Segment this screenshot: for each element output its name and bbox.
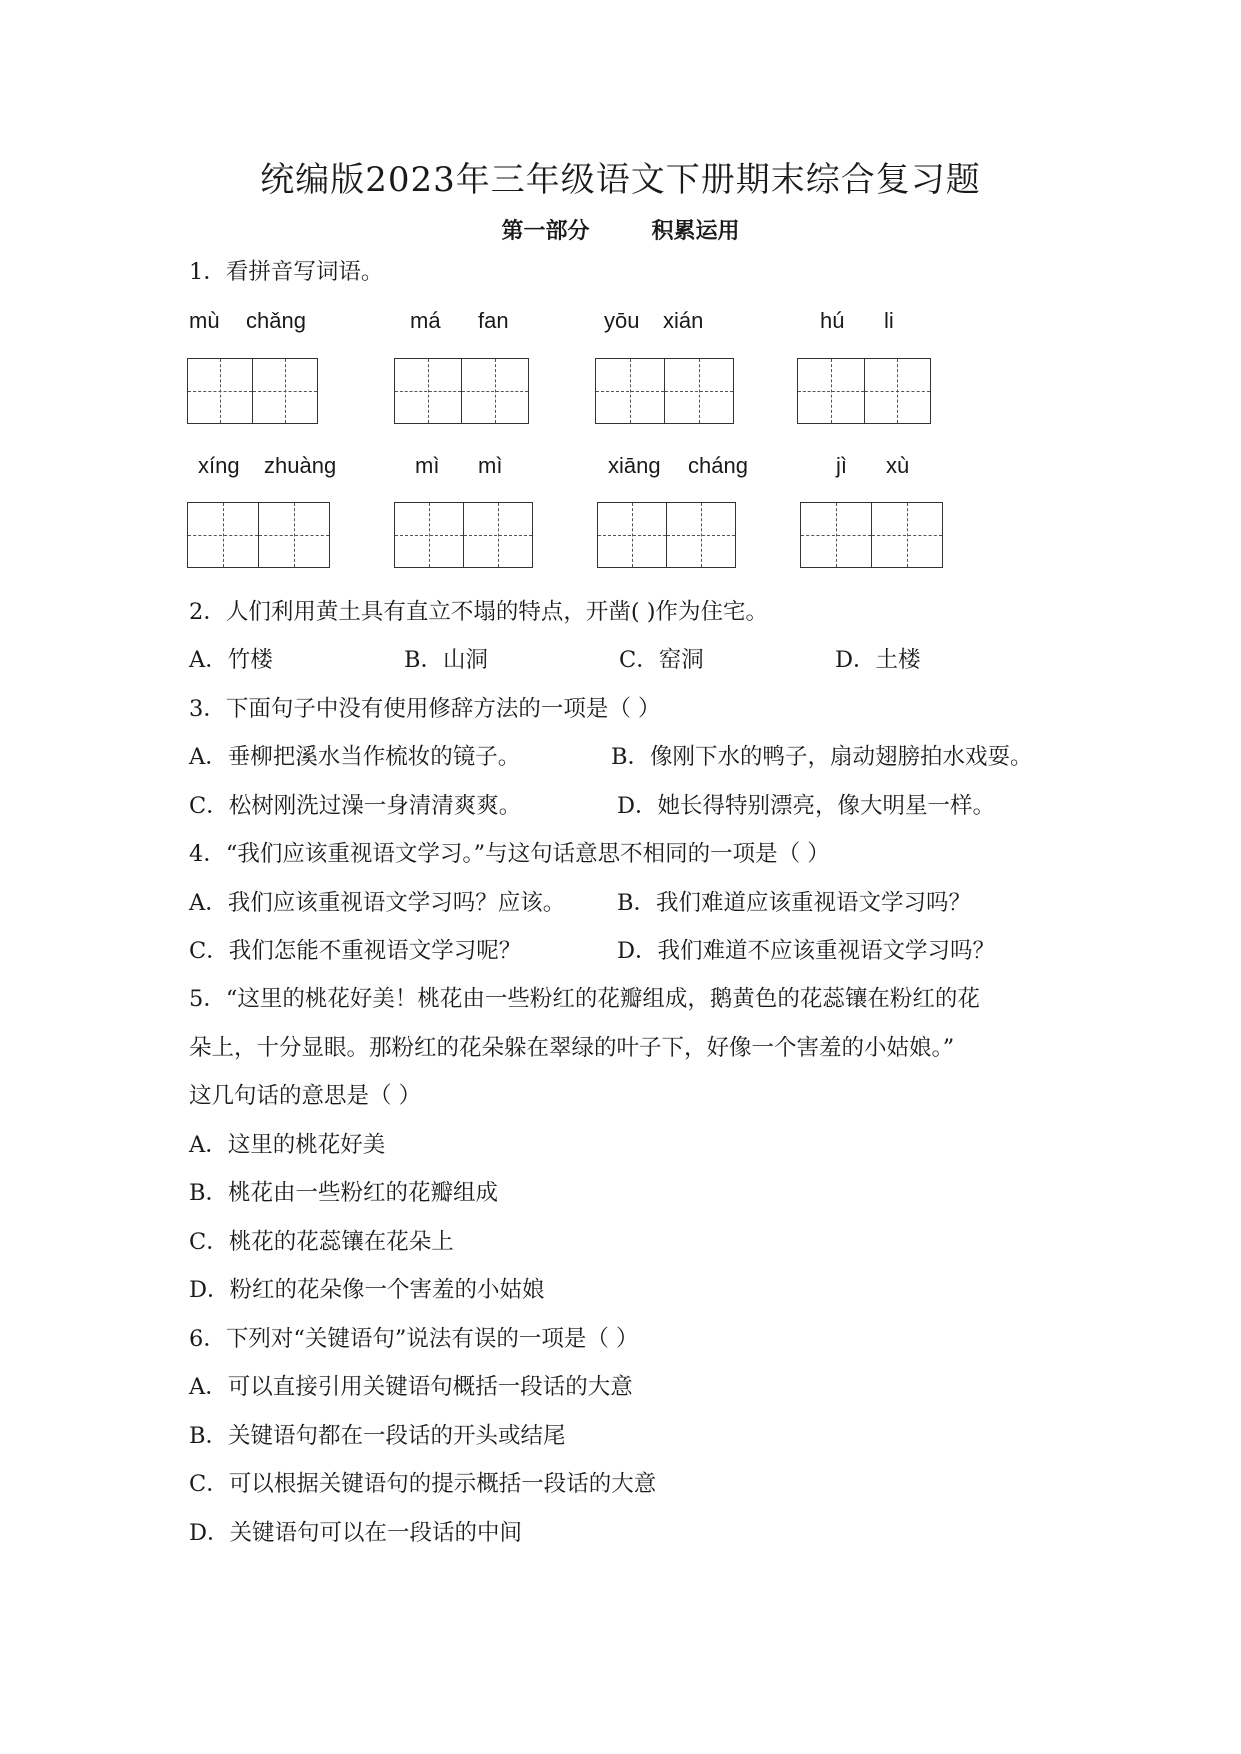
writing-grid[interactable] <box>394 358 529 424</box>
writing-grid[interactable] <box>595 358 734 424</box>
q4-option-a[interactable]: A．我们应该重视语文学习吗？应该。 <box>189 890 566 916</box>
writing-grid[interactable] <box>187 502 330 568</box>
pinyin-label: fan <box>478 308 509 333</box>
q3-stem: 3．下面句子中没有使用修辞方法的一项是（ ） <box>189 696 661 722</box>
grid-cell[interactable] <box>871 503 942 567</box>
q3-option-b[interactable]: B．像刚下水的鸭子，扇动翅膀拍水戏耍。 <box>611 744 1033 770</box>
page-title: 统编版2023年三年级语文下册期末综合复习题 <box>260 160 981 200</box>
q6-option-a[interactable]: A．可以直接引用关键语句概括一段话的大意 <box>189 1374 633 1400</box>
q2-option-a[interactable]: A．竹楼 <box>189 647 273 673</box>
q3-option-a[interactable]: A．垂柳把溪水当作梳妆的镜子。 <box>189 744 521 770</box>
writing-grid[interactable] <box>187 358 318 424</box>
q4-option-c[interactable]: C．我们怎能不重视语文学习呢？ <box>189 938 522 964</box>
grid-cell[interactable] <box>188 503 258 567</box>
q5-option-d[interactable]: D．粉红的花朵像一个害羞的小姑娘 <box>189 1277 545 1303</box>
q5-stem-line: 朵上，十分显眼。那粉红的花朵躲在翠绿的叶子下，好像一个害羞的小姑娘。” <box>189 1035 955 1061</box>
grid-cell[interactable] <box>798 359 864 423</box>
grid-cell[interactable] <box>596 359 664 423</box>
pinyin-label: xián <box>663 308 704 333</box>
grid-cell[interactable] <box>864 359 931 423</box>
pinyin-label: xíng <box>198 453 240 478</box>
pinyin-label: mì <box>415 453 440 478</box>
section-part: 第一部分 <box>501 218 590 244</box>
writing-grid[interactable] <box>597 502 736 568</box>
q6-option-c[interactable]: C．可以根据关键语句的提示概括一段话的大意 <box>189 1471 657 1497</box>
pinyin-label: xù <box>886 453 910 478</box>
section-heading <box>0 215 1241 247</box>
q4-option-b[interactable]: B．我们难道应该重视语文学习吗？ <box>617 890 972 916</box>
q6-stem: 6．下列对“关键语句”说法有误的一项是（ ） <box>189 1326 639 1352</box>
q5-option-b[interactable]: B．桃花由一些粉红的花瓣组成 <box>189 1180 499 1206</box>
q1-stem: 1．看拼音写词语。 <box>189 259 384 285</box>
writing-grid[interactable] <box>394 502 533 568</box>
q2-option-b[interactable]: B．山洞 <box>404 647 489 673</box>
grid-cell[interactable] <box>801 503 871 567</box>
grid-cell[interactable] <box>395 359 461 423</box>
q2-stem: 2．人们利用黄土具有直立不塌的特点，开凿( )作为住宅。 <box>189 599 769 625</box>
pinyin-label: mù <box>189 308 220 333</box>
q4-option-d[interactable]: D．我们难道不应该重视语文学习吗？ <box>617 938 996 964</box>
grid-cell[interactable] <box>395 503 463 567</box>
pinyin-label: cháng <box>688 453 748 478</box>
pinyin-label: chǎng <box>246 308 306 333</box>
grid-cell[interactable] <box>461 359 528 423</box>
pinyin-label: zhuàng <box>264 453 337 478</box>
pinyin-label: mì <box>478 453 503 478</box>
q5-stem-line: 5．“这里的桃花好美！桃花由一些粉红的花瓣组成，鹅黄色的花蕊镶在粉红的花 <box>189 986 980 1012</box>
q2-option-d[interactable]: D．土楼 <box>835 647 921 673</box>
grid-cell[interactable] <box>664 359 733 423</box>
grid-cell[interactable] <box>252 359 317 423</box>
pinyin-label: jì <box>836 453 847 478</box>
writing-grid[interactable] <box>800 502 943 568</box>
pinyin-label: xiāng <box>608 453 661 478</box>
pinyin-label: hú <box>820 308 845 333</box>
grid-cell[interactable] <box>598 503 666 567</box>
pinyin-label: yōu <box>604 308 640 333</box>
pinyin-label: li <box>884 308 894 333</box>
pinyin-label: má <box>410 308 441 333</box>
q2-option-c[interactable]: C．窑洞 <box>619 647 704 673</box>
grid-cell[interactable] <box>188 359 252 423</box>
writing-grid[interactable] <box>797 358 931 424</box>
grid-cell[interactable] <box>258 503 329 567</box>
q5-stem-line: 这几句话的意思是（ ） <box>189 1083 422 1109</box>
q6-option-d[interactable]: D．关键语句可以在一段话的中间 <box>189 1520 523 1546</box>
section-name: 积累运用 <box>651 218 740 244</box>
q5-option-a[interactable]: A．这里的桃花好美 <box>189 1132 386 1158</box>
q3-option-d[interactable]: D．她长得特别漂亮，像大明星一样。 <box>617 793 996 819</box>
grid-cell[interactable] <box>463 503 532 567</box>
q5-option-c[interactable]: C．桃花的花蕊镶在花朵上 <box>189 1229 454 1255</box>
grid-cell[interactable] <box>666 503 735 567</box>
q4-stem: 4．“我们应该重视语文学习。”与这句话意思不相同的一项是（ ） <box>189 841 830 867</box>
q6-option-b[interactable]: B．关键语句都在一段话的开头或结尾 <box>189 1423 566 1449</box>
q3-option-c[interactable]: C．松树刚洗过澡一身清清爽爽。 <box>189 793 522 819</box>
